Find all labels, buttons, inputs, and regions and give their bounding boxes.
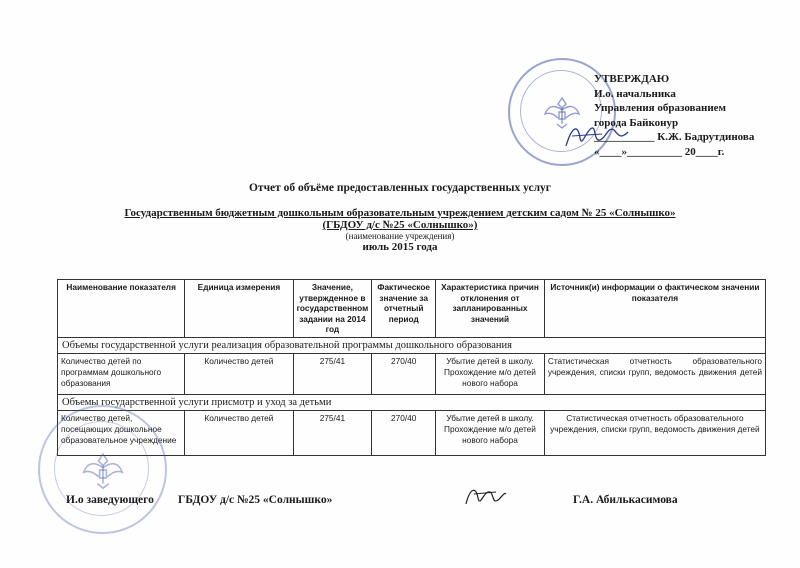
eagle-emblem-icon: [78, 445, 128, 495]
cell-indicator: Количество детей, посещающих дошкольное образовательное учреждение: [58, 410, 185, 455]
approval-date: «____»__________ 20____г.: [594, 145, 725, 158]
signatory-position: И.о заведующего: [66, 494, 154, 506]
cell-actual: 270/40: [372, 410, 436, 455]
header-unit: Единица измерения: [185, 280, 293, 338]
cell-source: Статистическая отчетность образовательного учреждения, списки групп, ведомость движения детей: [544, 410, 765, 455]
approval-department: Управления образованием: [594, 102, 727, 114]
report-table: [57, 279, 766, 456]
approval-heading: УТВЕРЖДАЮ: [594, 73, 670, 85]
official-stamp-bottom: [38, 405, 167, 534]
cell-reason: Убытие детей в школу. Прохождение м/о детей нового набора: [436, 410, 545, 455]
institution-name: [0, 207, 800, 231]
cell-actual: 270/40: [372, 353, 436, 394]
cell-indicator: Количество детей по программам дошкольного образования: [58, 353, 185, 394]
institution-caption: (наименование учреждения): [345, 231, 455, 241]
header-planned: Значение, утвержденное в государственном задании на 2014 год: [293, 280, 372, 338]
cell-source: Статистическая отчетность образовательного учреждения, списки групп, ведомость движения детей: [544, 353, 765, 394]
institution-short-name: (ГБДОУ д/с №25 «Солнышко»): [322, 219, 478, 231]
report-period: июль 2015 года: [362, 241, 438, 253]
header-reason: Характеристика причин отклонения от запланированных значений: [436, 280, 545, 338]
section-title-education: Объемы государственной услуги реализация образовательной программы дошкольного образования: [58, 337, 766, 353]
report-title: Отчет об объёме предоставленных государственных услуг: [248, 182, 552, 194]
approval-block: [594, 72, 754, 159]
header-indicator: Наименование показателя: [58, 280, 185, 338]
section-title-care: Объемы государственной услуги присмотр и уход за детьми: [58, 394, 766, 410]
approval-position: И.о. начальника: [594, 87, 676, 100]
table-row: [58, 353, 766, 394]
signatory-name: Г.А. Абилькасимова: [573, 494, 678, 506]
section-row: [58, 394, 766, 410]
cell-planned: 275/41: [293, 353, 372, 394]
cell-reason: Убытие детей в школу. Прохождение м/о детей нового набора: [436, 353, 545, 394]
cell-unit: Количество детей: [185, 353, 293, 394]
signatory-institution: ГБДОУ д/с №25 «Солнышко»: [178, 494, 333, 506]
approval-city: города Байконур: [594, 116, 679, 129]
section-row: [58, 337, 766, 353]
cell-planned: 275/41: [293, 410, 372, 455]
cell-unit: Количество детей: [185, 410, 293, 455]
header-actual: Фактическое значение за отчетный период: [372, 280, 436, 338]
signature-row: [0, 494, 800, 512]
institution-full-name: Государственным бюджетным дошкольным образовательным учреждением детским садом № 25 «Солнышко»: [124, 207, 676, 219]
approval-signer: ___________ К.Ж. Бадрутдинова: [594, 131, 755, 143]
table-header-row: [58, 280, 766, 338]
header-source: Источник(и) информации о фактическом значении показателя: [544, 280, 765, 338]
